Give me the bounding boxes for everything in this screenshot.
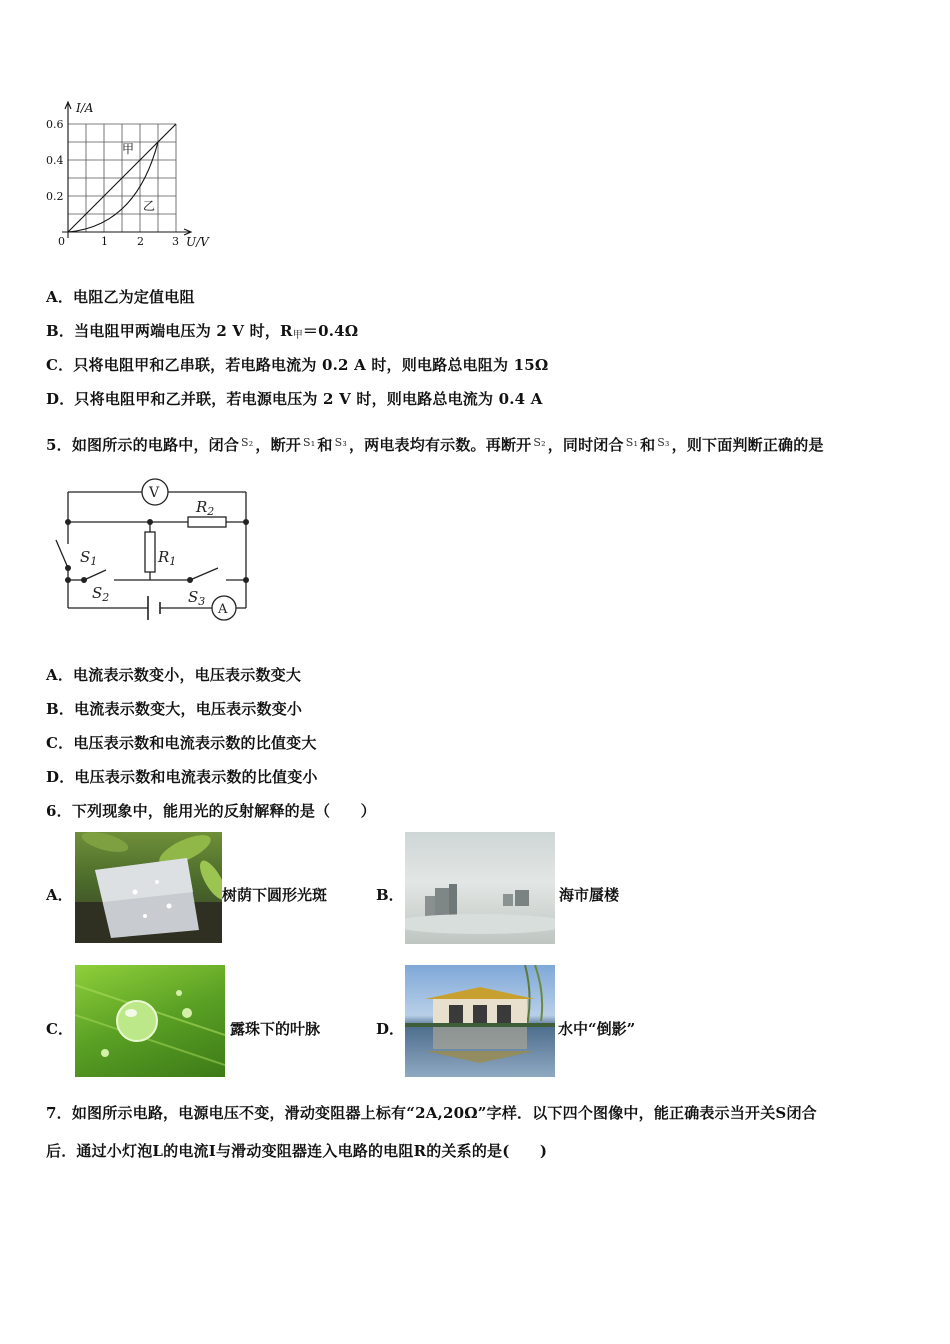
stem-text: 和: [640, 436, 656, 454]
q5-stem: [46, 434, 824, 455]
option-letter: C．: [46, 734, 74, 752]
option-text: 电流表示数变大，电压表示数变小: [74, 700, 303, 718]
q6-stem: 6．下列现象中，能用光的反射解释的是（ ）: [46, 802, 376, 820]
pavilion-reflection-image: [405, 965, 555, 1077]
q5-option-c: [46, 732, 317, 753]
q6-option-c-letter: C．: [46, 1020, 73, 1038]
y-tick: 0.6: [46, 118, 64, 131]
switch-symbol: S₃: [334, 436, 347, 449]
leaf-card-image: [75, 832, 222, 943]
q5-option-d: [46, 766, 318, 787]
option-letter: D．: [46, 390, 75, 408]
option-text: 电流表示数变小，电压表示数变大: [73, 666, 302, 684]
q6-option-d-caption: 水中“倒影”: [558, 1020, 636, 1038]
q4-option-c: [46, 354, 548, 375]
option-letter: C．: [46, 356, 74, 374]
option-text: ＝0.4Ω: [302, 322, 359, 340]
option-text: 电压表示数和电流表示数的比值变大: [73, 734, 317, 752]
x-axis-label: U/V: [186, 235, 209, 249]
s3-label: $S_3$: [188, 588, 206, 608]
stem-text: 5．如图所示的电路中，闭合: [46, 436, 240, 454]
s2-label: $S_2$: [92, 584, 110, 604]
q6-option-c-caption: 露珠下的叶脉: [230, 1020, 321, 1038]
x-tick: 1: [101, 235, 108, 248]
q4-option-b: [46, 320, 358, 341]
s1-label: $S_1$: [80, 548, 98, 568]
subscript: 甲: [292, 330, 303, 341]
switch-symbol: S₂: [241, 436, 254, 449]
q6-option-b-caption: 海市蜃楼: [559, 886, 620, 904]
q6-option-a-caption: 树荫下圆形光斑: [222, 886, 328, 904]
q6-option-d-letter: D．: [376, 1020, 405, 1038]
q4-option-d: [46, 388, 543, 409]
stem-text: ，两电表均有示数。再断开: [348, 436, 532, 454]
q6-option-b-letter: B．: [376, 886, 404, 904]
option-text: 只将电阻甲和乙串联，若电路电流为 0.2 A 时，则电路总电阻为 15Ω: [73, 356, 549, 374]
q6-photo-reflection: [405, 965, 555, 1077]
option-letter: B．: [46, 322, 75, 340]
option-letter: B．: [46, 700, 75, 718]
option-text: 当电阻甲两端电压为 2 V 时，R: [74, 322, 293, 340]
option-letter: A．: [46, 666, 74, 684]
option-text: 电阻乙为定值电阻: [73, 288, 195, 306]
dewdrop-image: [75, 965, 225, 1077]
x-tick: 0: [58, 235, 65, 248]
option-letter: A．: [46, 288, 74, 306]
q5-option-a: [46, 664, 301, 685]
q6-photo-tree-shade: [75, 832, 222, 943]
q5-circuit-diagram: [46, 474, 266, 634]
option-text: 只将电阻甲和乙并联，若电源电压为 2 V 时，则电路总电流为 0.4 A: [74, 390, 543, 408]
switch-symbol: S₃: [657, 436, 670, 449]
y-tick: 0.4: [46, 154, 64, 167]
q6-photo-mirage: [405, 832, 555, 944]
stem-text: ，断开: [255, 436, 302, 454]
y-axis-label: I/A: [76, 101, 94, 115]
switch-symbol: S₂: [533, 436, 546, 449]
option-letter: D．: [46, 768, 75, 786]
q4-option-a: [46, 286, 195, 307]
q6-photo-dewdrop-leaf: [75, 965, 225, 1077]
y-tick: 0.2: [46, 190, 64, 203]
ammeter-label: A: [218, 602, 228, 617]
switch-symbol: S₁: [303, 436, 316, 449]
x-tick: 3: [172, 235, 179, 248]
curve-label-yi: 乙: [143, 199, 156, 213]
curve-label-jia: 甲: [122, 142, 135, 156]
q5-option-b: [46, 698, 302, 719]
x-tick: 2: [137, 235, 144, 248]
r2-label: $R_2$: [196, 498, 215, 518]
option-text: 电压表示数和电流表示数的比值变小: [74, 768, 318, 786]
q7-stem-line-2: 后．通过小灯泡L的电流I与滑动变阻器连入电路的电阻R的关系的是( ): [46, 1142, 548, 1160]
r1-label: $R_1$: [158, 548, 177, 568]
mirage-image: [405, 832, 555, 944]
q7-stem-line-1: 7．如图所示电路，电源电压不变，滑动变阻器上标有“2A,20Ω”字样．以下四个图像中，能正确表示当开关S闭合: [46, 1104, 817, 1122]
stem-text: ，同时闭合: [547, 436, 624, 454]
iu-graph: [40, 98, 220, 250]
stem-text: 和: [317, 436, 333, 454]
stem-text: ，则下面判断正确的是: [671, 436, 824, 454]
switch-symbol: S₁: [625, 436, 639, 449]
q6-option-a-letter: A．: [46, 886, 73, 904]
voltmeter-label: V: [149, 485, 160, 501]
